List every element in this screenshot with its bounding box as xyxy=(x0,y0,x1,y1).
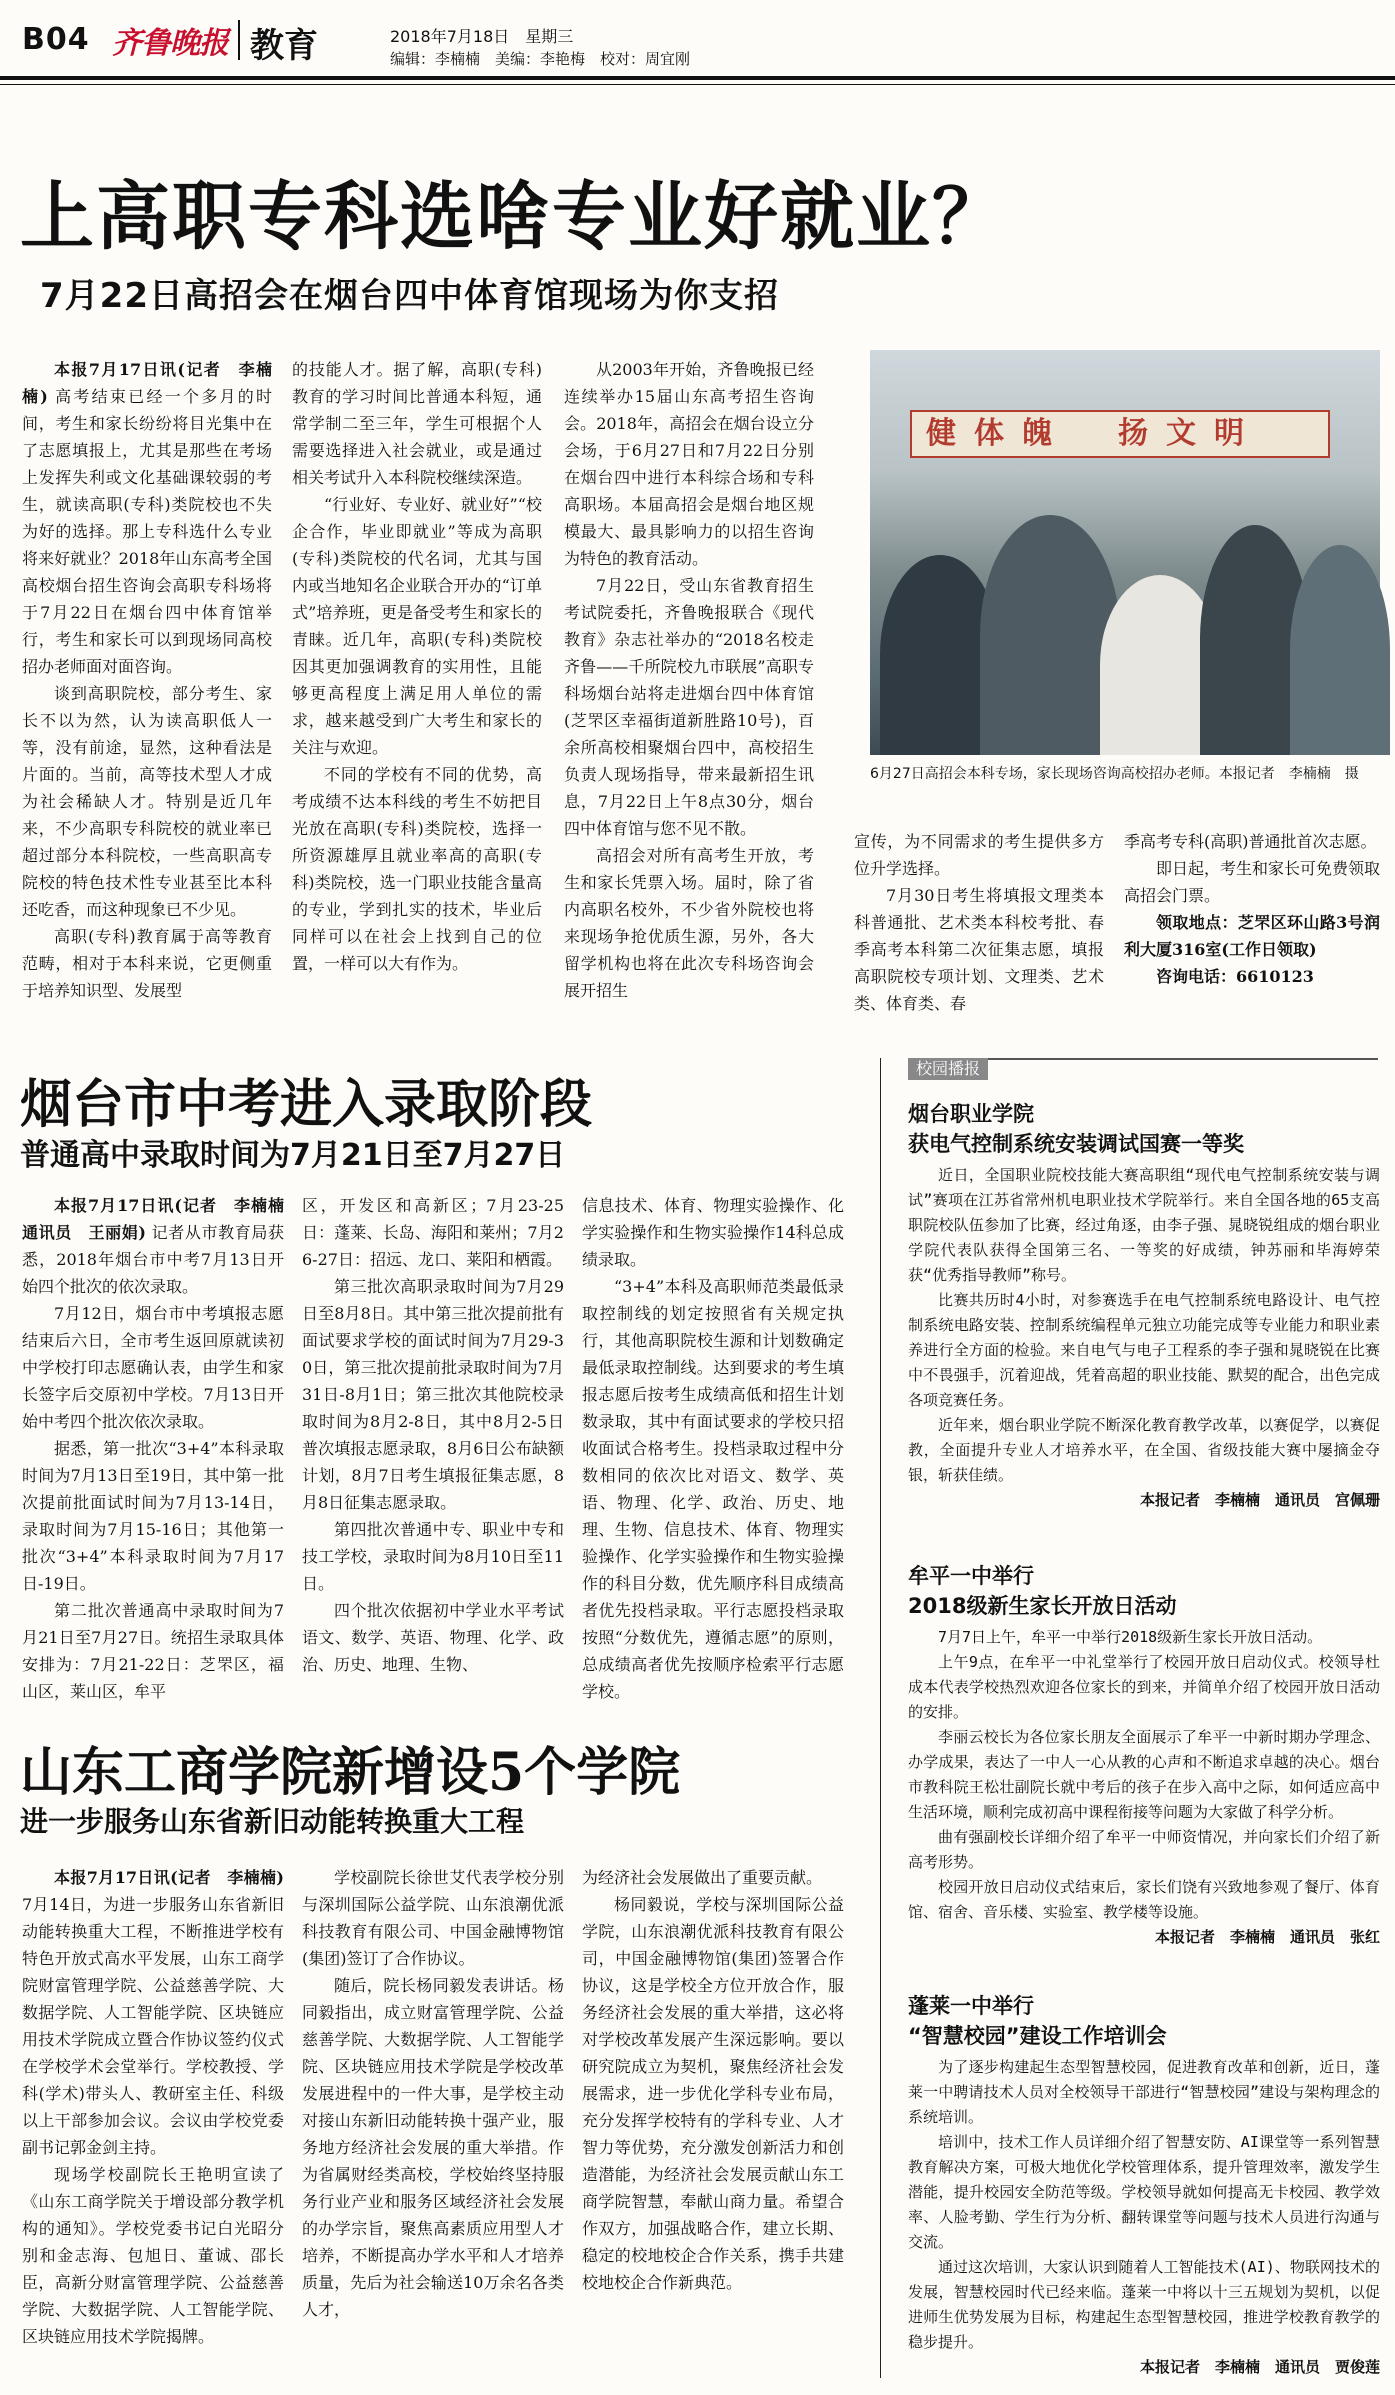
sidebar-paragraph: 7月7日上午，牟平一中举行2018级新生家长开放日活动。 xyxy=(938,1628,1323,1646)
masthead-rule xyxy=(0,76,1395,80)
story2-paragraph: “3+4”本科及高职师范类最低录取控制线的划定按照省有关规定执行，其他高职院校生源和计划数确定最低录取控制线。达到要求的考生填报志愿后按考生成绩高低和招生计划数录取，其中有面试要求的学校只招收面试合格考生。投档录取过程中分数相同的依次比对语文、数学、英语、物理、化学、政治、历史、地理、生物、信息技术、体育、物理实验操作、化学实验操作和生物实验操作的科目分数，优先顺序科目成绩高者优先投档录取。平行志愿投档录取按照“分数优先，遵循志愿”的原则，总成绩高者优先按顺序检索平行志愿学校。 xyxy=(582,1277,844,1701)
story1-paragraph: 从2003年开始，齐鲁晚报已经连续举办15届山东高考招生咨询会。2018年，高招会在烟台设立分会场，于6月27日和7月22日分别在烟台四中进行本科综合场和专科高职场。本届高招会是烟台地区规模最大、最具影响力的以招生咨询为特色的教育活动。 xyxy=(564,360,814,568)
story2-headline: 烟台市中考进入录取阶段 xyxy=(20,1074,593,1135)
sidebar-paragraph: 曲有强副校长详细介绍了牟平一中师资情况，并向家长们介绍了新高考形势。 xyxy=(908,1828,1380,1871)
story1-paragraph: 即日起，考生和家长可免费领取高招会门票。 xyxy=(1124,859,1381,905)
sidebar-divider xyxy=(880,1058,881,2378)
ticket-venue: 领取地点：芝罘区环山路3号润利大厦316室(工作日领取) xyxy=(1124,913,1380,959)
story2-column-3 xyxy=(582,1192,844,1702)
sidebar-item-subtitle: “智慧校园”建设工作培训会 xyxy=(908,2024,1167,2048)
story2-paragraph: 四个批次依据初中学业水平考试语文、数学、英语、物理、化学、政治、历史、地理、生物、 xyxy=(302,1601,564,1674)
story2-column-1 xyxy=(22,1192,301,1702)
masthead-separator xyxy=(238,20,240,60)
photo-caption: 6月27日高招会本科专场，家长现场咨询高校招办老师。本报记者 李楠楠 摄 xyxy=(870,766,1359,782)
sidebar-paragraph: 近日，全国职业院校技能大赛高职组“现代电气控制系统安装与调试”赛项在江苏省常州机电职业技术学院举行。来自全国各地的65支高职院校队伍参加了比赛，经过角逐，由李子强、晁晓锐组成的烟台职业学院代表队获得全国第三名、一等奖的好成绩，钟苏丽和毕海婷荣获“优秀指导教师”称号。 xyxy=(908,1166,1380,1284)
story1-paragraph: 的技能人才。据了解，高职(专科)教育的学习时间比普通本科短，通常学制二至三年，学生可根据个人需要选择进入社会就业，或是通过相关考试升入本科院校继续深造。 xyxy=(292,360,542,487)
story2-paragraph: 信息技术、体育、物理实验操作、化学实验操作和生物实验操作14科总成绩录取。 xyxy=(582,1196,844,1269)
sidebar-item-title: 蓬莱一中举行 xyxy=(908,1994,1034,2018)
story1-paragraph: 7月30日考生将填报文理类本科普通批、艺术类本科校考批、春季高考本科第二次征集志愿，填报高职院校专项计划、文理类、艺术类、体育类、春 xyxy=(854,886,1104,1013)
issue-date: 2018年7月18日 星期三 xyxy=(390,27,574,46)
story3-column-3 xyxy=(582,1864,844,2374)
story3-subhead: 进一步服务山东省新旧动能转换重大工程 xyxy=(20,1805,525,1838)
photo-crowd-figure xyxy=(1290,545,1390,755)
sidebar-paragraph: 近年来，烟台职业学院不断深化教育教学改革，以赛促学，以赛促教，全面提升专业人才培养水平，在全国、省级技能大赛中屡摘金夺银，斩获佳绩。 xyxy=(908,1416,1380,1484)
story3-column-1 xyxy=(22,1864,284,2374)
story2-paragraph: 7月12日，烟台市中考填报志愿结束后六日，全市考生返回原就读初中学校打印志愿确认表，由学生和家长签字后交原初中学校。7月13日开始中考四个批次依次录取。 xyxy=(22,1304,284,1431)
story3-dateline: 本报7月17日讯(记者 李楠楠) xyxy=(54,1868,284,1887)
photo-crowd-figure xyxy=(980,515,1120,755)
editor-credits: 编辑：李楠楠 美编：李艳梅 校对：周宜刚 xyxy=(390,50,691,68)
story1-column-1 xyxy=(22,356,272,1036)
sidebar-byline: 本报记者 李楠楠 通讯员 贾俊莲 xyxy=(1139,2358,1380,2376)
sidebar-paragraph: 比赛共历时4小时，对参赛选手在电气控制系统电路设计、电气控制系统电路安装、控制系统编程单元独立功能完成等专业能力和职业素养进行全方面的检验。来自电气与电子工程系的李子强和晁晓锐在比赛中不畏强手，沉着迎战，凭着高超的职业技能、默契的配合，出色完成各项竞赛任务。 xyxy=(908,1291,1380,1409)
story2-paragraph: 区，开发区和高新区；7月23-25日：蓬莱、长岛、海阳和莱州；7月26-27日：招远、龙口、莱阳和栖霞。 xyxy=(302,1196,564,1269)
story2-column-2 xyxy=(302,1192,564,1702)
story2-dateline: 本报7月17日讯(记者 李楠楠 通讯员 王丽娟) xyxy=(22,1196,301,1242)
sidebar-paragraph: 校园开放日启动仪式结束后，家长们饶有兴致地参观了餐厅、体育馆、宿舍、音乐楼、实验室、教学楼等设施。 xyxy=(908,1878,1380,1921)
event-photo xyxy=(870,350,1380,755)
story1-paragraph: 谈到高职院校，部分考生、家长不以为然，认为读高职低人一等，没有前途，显然，这种看法是片面的。当前，高等技术型人才成为社会稀缺人才。特别是近几年来，不少高职专科院校的就业率已超过部分本科院校，一些高职高专院校的特色技术性专业甚至比本科还吃香，而这种现象已不少见。 xyxy=(22,684,272,919)
sidebar-item-title: 烟台职业学院 xyxy=(908,1102,1034,1126)
story3-paragraph: 现场学校副院长王艳明宣读了《山东工商学院关于增设部分教学机构的通知》。学校党委书记白光昭分别和金志海、包旭日、董诚、邵长臣，高新分财富管理学院、公益慈善学院、大数据学院、人工智能学院、区块链应用技术学院揭牌。 xyxy=(22,2165,284,2346)
sidebar-paragraph: 为了逐步构建起生态型智慧校园，促进教育改革和创新，近日，蓬莱一中聘请技术人员对全校领导干部进行“智慧校园”建设与架构理念的系统培训。 xyxy=(908,2058,1380,2126)
story1-paragraph: 7月22日，受山东省教育招生考试院委托，齐鲁晚报联合《现代教育》杂志社举办的“2018名校走齐鲁——千所院校九市联展”高职专科场烟台站将走进烟台四中体育馆(芝罘区幸福街道新胜路10号)，百余所高校相聚烟台四中，高校招生负责人现场指导，带来最新招生讯息，7月22日上午8点30分，烟台四中体育馆与您不见不散。 xyxy=(564,576,814,838)
masthead-rule-thin xyxy=(0,84,1395,85)
story3-paragraph: 为经济社会发展做出了重要贡献。 xyxy=(582,1868,823,1887)
story1-text: 高考结束已经一个多月的时间，考生和家长纷纷将目光集中在了志愿填报上，尤其是那些在考场上发挥失利或文化基础课较弱的考生，就读高职(专科)类院校也不失为好的选择。那上专科选什么专业将来好就业？2018年山东高考全国高校烟台招生咨询会高职专科场将于7月22日在烟台四中体育馆举行，考生和家长可以到现场同高校招办老师面对面咨询。 xyxy=(22,387,272,676)
story1-paragraph: 季高考专科(高职)普通批首次志愿。 xyxy=(1124,832,1377,851)
sidebar-item-body xyxy=(908,1625,1380,1970)
story1-column-4 xyxy=(854,828,1104,1028)
story2-paragraph: 据悉，第一批次“3+4”本科录取时间为7月13日至19日，其中第一批次提前批面试时间为7月13-14日，录取时间为7月15-16日；其他第一批次“3+4”本科录取时间为7月17日-19日。 xyxy=(22,1439,284,1593)
newspaper-logo: 齐鲁晚报 xyxy=(112,26,228,61)
story1-headline: 上高职专科选啥专业好就业？ xyxy=(20,174,1008,260)
sidebar-paragraph: 培训中，技术工作人员详细介绍了智慧安防、AI课堂等一系列智慧教育解决方案，可极大地优化学校管理体系，提升管理效率，激发学生潜能，提升校园安全防范等级。学校领导就如何提高无卡校园、教学效率、人脸考勤、学生行为分析、翻转课堂等问题与技术人员进行沟通与交流。 xyxy=(908,2133,1380,2251)
story3-paragraph: 随后，院长杨同毅发表讲话。杨同毅指出，成立财富管理学院、公益慈善学院、大数据学院、人工智能学院、区块链应用技术学院是学校改革发展进程中的一件大事，是学校主动对接山东新旧动能转换十强产业，服务地方经济社会发展的重大举措。作为省属财经类高校，学校始终坚持服务行业产业和服务区域经济社会发展的办学宗旨，聚焦高素质应用型人才培养，不断提高办学水平和人才培养质量，先后为社会输送10万余名各类人才， xyxy=(302,1976,564,2319)
story3-paragraph: 学校副院长徐世艾代表学校分别与深圳国际公益学院、山东浪潮优派科技教育有限公司、中国金融博物馆(集团)签订了合作协议。 xyxy=(302,1868,564,1968)
sidebar-paragraph: 通过这次培训，大家认识到随着人工智能技术(AI)、物联网技术的发展，智慧校园时代已经来临。蓬莱一中将以十三五规划为契机，以促进师生优势发展为目标，构建起生态型智慧校园，推进学校教育教学的稳步提升。 xyxy=(908,2258,1380,2351)
sidebar-item-body xyxy=(908,2055,1380,2385)
story2-subhead: 普通高中录取时间为7月21日至7月27日 xyxy=(20,1138,566,1173)
sidebar-paragraph: 李丽云校长为各位家长朋友全面展示了牟平一中新时期办学理念、办学成果，表达了一中人一心从教的心声和不断追求卓越的决心。烟台市教科院王松壮副院长就中考后的孩子在步入高中之际，如何适应高中生活环境，顺利完成初高中课程衔接等问题为大家做了科学分析。 xyxy=(908,1728,1380,1821)
sidebar-item-title: 牟平一中举行 xyxy=(908,1564,1034,1588)
story2-paragraph: 第二批次普通高中录取时间为7月21日至7月27日。统招生录取具体安排为：7月21-22日：芝罘区，福山区，莱山区，牟平 xyxy=(22,1601,284,1701)
story2-paragraph: 第三批次高职录取时间为7月29日至8月8日。其中第三批次提前批有面试要求学校的面试时间为7月29-30日，第三批次提前批录取时间为7月31日-8月1日；第三批次其他院校录取时间为8月2-8日，其中8月2-5日普次填报志愿录取，8月6日公布缺额计划，8月7日考生填报征集志愿，8月8日征集志愿录取。 xyxy=(302,1277,564,1512)
story1-paragraph: 宣传，为不同需求的考生提供多方位升学选择。 xyxy=(854,832,1104,878)
story1-column-3 xyxy=(564,356,814,1036)
sidebar-byline: 本报记者 李楠楠 通讯员 宫佩珊 xyxy=(1139,1491,1380,1509)
story1-paragraph: 不同的学校有不同的优势，高考成绩不达本科线的考生不妨把目光放在高职(专科)类院校，选择一所资源雄厚且就业率高的高职(专科)类院校，选一门职业技能含量高的专业，学到扎实的技术，毕业后同样可以在社会上找到自己的位置，一样可以大有作为。 xyxy=(292,765,542,973)
sidebar-item-subtitle: 获电气控制系统安装调试国赛一等奖 xyxy=(908,1132,1244,1156)
story2-paragraph: 第四批次普通中专、职业中专和技工学校，录取时间为8月10日至11日。 xyxy=(302,1520,564,1593)
photo-banner: 健体魄 扬文明 xyxy=(910,410,1330,458)
story1-paragraph: “行业好、专业好、就业好”“校企合作，毕业即就业”等成为高职(专科)类院校的代名词，尤其与国内或当地知名企业联合开办的“订单式”培养班，更是备受考生和家长的青睐。近几年，高职(专科)类院校因其更加强调教育的实用性，且能够更高程度上满足用人单位的需求，越来越受到广大考生和家长的关注与欢迎。 xyxy=(292,495,542,757)
section-name: 教育 xyxy=(250,26,318,66)
sidebar-tag: 校园播报 xyxy=(908,1058,988,1080)
story3-headline: 山东工商学院新增设5个学院 xyxy=(20,1742,681,1803)
story3-paragraph: 杨同毅说，学校与深圳国际公益学院，山东浪潮优派科技教育有限公司，中国金融博物馆(集团)签署合作协议，这是学校全方位开放合作，服务经济社会发展的重大举措，这必将对学校改革发展产生深远影响。要以研究院成立为契机，聚焦经济社会发展需求，进一步优化学科专业布局，充分发挥学校特有的学科专业、人才智力等优势，充分激发创新活力和创造潜能，为经济社会发展贡献山东工商学院智慧，奉献山商力量。希望合作双方，加强战略合作，建立长期、稳定的校地校企合作关系，携手共建校地校企合作新典范。 xyxy=(582,1895,844,2292)
story1-column-2 xyxy=(292,356,542,1036)
story1-subhead: 7月22日高招会在烟台四中体育馆现场为你支招 xyxy=(40,276,779,316)
story1-dateline: 本报7月17日讯(记者 李楠楠) xyxy=(22,360,272,406)
page-code: B04 xyxy=(22,22,90,57)
story3-column-2 xyxy=(302,1864,564,2374)
story1-paragraph: 高职(专科)教育属于高等教育范畴，相对于本科来说，它更侧重于培养知识型、发展型 xyxy=(22,927,272,1000)
sidebar-byline: 本报记者 李楠楠 通讯员 张红 xyxy=(1154,1928,1380,1946)
sidebar-item-body xyxy=(908,1163,1380,1528)
story2-text: 记者从市教育局获悉，2018年烟台市中考7月13日开始四个批次的依次录取。 xyxy=(22,1223,284,1296)
story3-text: 7月14日，为进一步服务山东省新旧动能转换重大工程，不断推进学校有特色开放式高水平发展，山东工商学院财富管理学院、公益慈善学院、大数据学院、人工智能学院、区块链应用技术学院成立暨合作协议签约仪式在学校学术会堂举行。学校教授、学科(学术)带头人、教研室主任、科级以上干部参加会议。会议由学校党委副书记郭金剑主持。 xyxy=(22,1895,284,2157)
story1-column-5 xyxy=(1124,828,1380,1028)
sidebar-item-subtitle: 2018级新生家长开放日活动 xyxy=(908,1594,1177,1618)
contact-phone: 咨询电话：6610123 xyxy=(1156,967,1314,986)
sidebar-paragraph: 上午9点，在牟平一中礼堂举行了校园开放日启动仪式。校领导杜成本代表学校热烈欢迎各位家长的到来，并简单介绍了校园开放日活动的安排。 xyxy=(908,1653,1380,1721)
story1-paragraph: 高招会对所有高考生开放，考生和家长凭票入场。届时，除了省内高职名校外，不少省外院校也将来现场争抢优质生源，另外，各大留学机构也将在此次专科场咨询会展开招生 xyxy=(564,846,814,1000)
